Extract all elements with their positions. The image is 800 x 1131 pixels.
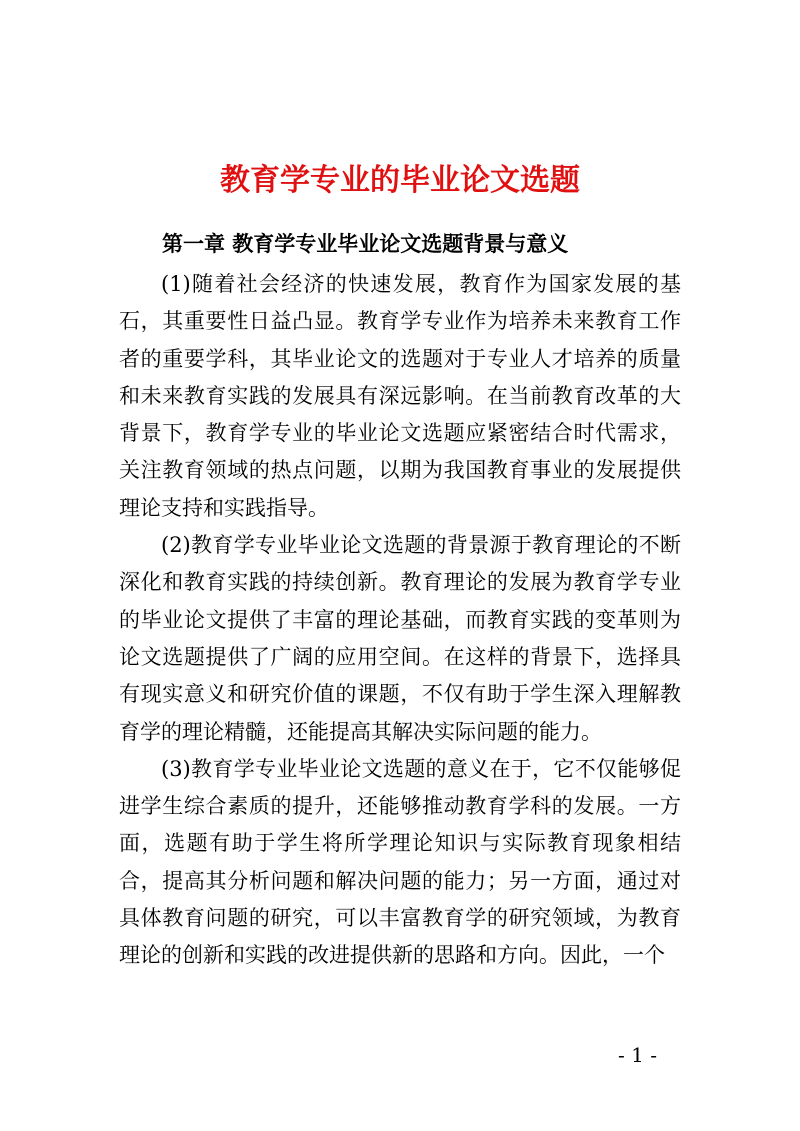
- paragraph-3: (3)教育学专业毕业论文选题的意义在于，它不仅能够促进学生综合素质的提升，还能够推动教育学科的发展。一方面，选题有助于学生将所学理论知识与实际教育现象相结合，提高其分析问题和解决问题的能力；另一方面，通过对具体教育问题的研究，可以丰富教育学的研究领域，为教育理论的创新和实践的改进提供新的思路和方向。因此，一个: [119, 756, 681, 968]
- page-number: - 1 -: [618, 1043, 657, 1067]
- paragraph-2: (2)教育学专业毕业论文选题的背景源于教育理论的不断深化和教育实践的持续创新。教育理论的发展为教育学专业的毕业论文提供了丰富的理论基础，而教育实践的变革则为论文选题提供了广阔的应用空间。在这样的背景下，选择具有现实意义和研究价值的课题，不仅有助于学生深入理解教育学的理论精髓，还能提高其解决实际问题的能力。: [119, 533, 681, 744]
- document-body: [119, 266, 681, 975]
- chapter-heading: 第一章 教育学专业毕业论文选题背景与意义: [162, 232, 569, 256]
- paragraph-1: (1)随着社会经济的快速发展，教育作为国家发展的基石，其重要性日益凸显。教育学专业作为培养未来教育工作者的重要学科，其毕业论文的选题对于专业人才培养的质量和未来教育实践的发展具有深远影响。在当前教育改革的大背景下，教育学专业的毕业论文选题应紧密结合时代需求，关注教育领域的热点问题，以期为我国教育事业的发展提供理论支持和实践指导。: [119, 272, 681, 520]
- document-title: 教育学专业的毕业论文选题: [220, 163, 580, 199]
